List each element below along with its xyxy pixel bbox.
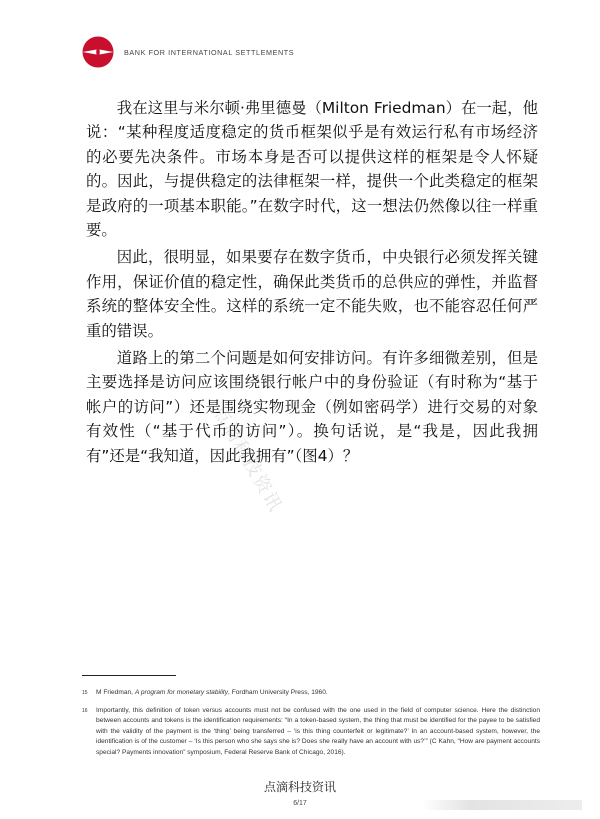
footnote-title: A program for monetary stability xyxy=(134,689,229,696)
page-number: 6/17 xyxy=(293,800,307,807)
footnotes xyxy=(82,688,540,766)
watermark-diagonal: 点滴科技资讯 xyxy=(208,402,287,517)
footnote-number: 15 xyxy=(82,690,88,696)
page-header xyxy=(82,36,294,68)
footnote xyxy=(82,688,540,699)
footnote-publisher: , Fordham University Press, 1960. xyxy=(228,689,328,696)
footnote xyxy=(82,706,540,759)
footnote-text xyxy=(96,688,540,699)
footnote-divider xyxy=(82,675,176,676)
body-text xyxy=(86,96,538,471)
bis-logo-icon xyxy=(82,36,114,68)
watermark-bottom: 点滴科技资讯 xyxy=(263,780,336,794)
footnote-author: M Friedman, xyxy=(96,689,135,696)
paragraph: 我在这里与米尔顿·弗里德曼（Milton Friedman）在一起，他说：“某种程度适度稳定的货币框架似乎是有效运行私有市场经济的必要先决条件。市场本身是否可以提供这样的框架是令人怀疑的。因此，与提供稳定的法律框架一样，提供一个此类稳定的框架是政府的一项基本职能。”在数字时代，这一想法仍然像以往一样重要。 xyxy=(86,99,538,240)
footnote-number: 16 xyxy=(82,707,88,714)
org-name: BANK FOR INTERNATIONAL SETTLEMENTS xyxy=(124,47,295,57)
footnote-text: Importantly, this definition of token versus accounts must not be confused with the one used in the field of computer science. Here the distinction between accounts and tokens is the identification requirements: “In a token-based system, the thing that must be identified for the payee to be satisfied with the validity of the payment is the ‘thing’ being transferred – ‘is this thing counterfeit or legitimate?’ In an account-based system, however, the identification is of the customer – ‘Is this person who she says she is? Does she really have an account with us?’” (C Kahn, “How are payment accounts special? Payments innovation” symposium, Federal Reserve Bank of Chicago, 2016). xyxy=(96,706,540,756)
paragraph: 因此，很明显，如果要存在数字货币，中央银行必须发挥关键作用，保证价值的稳定性，确保此类货币的总供应的弹性，并监督系统的整体安全性。这样的系统一定不能失败，也不能容忍任何严重的错误。 xyxy=(86,248,538,340)
paragraph: 道路上的第二个问题是如何安排访问。有许多细微差别，但是主要选择是访问应该围绕银行帐户中的身份验证（有时称为“基于帐户的访问”）还是围绕实物现金（例如密码学）进行交易的对象有效性（“基于代币的访问”）。换句话说，是“我是，因此我拥有”还是“我知道，因此我拥有”（图4）？ xyxy=(86,349,538,465)
watermark-corner xyxy=(422,800,582,810)
